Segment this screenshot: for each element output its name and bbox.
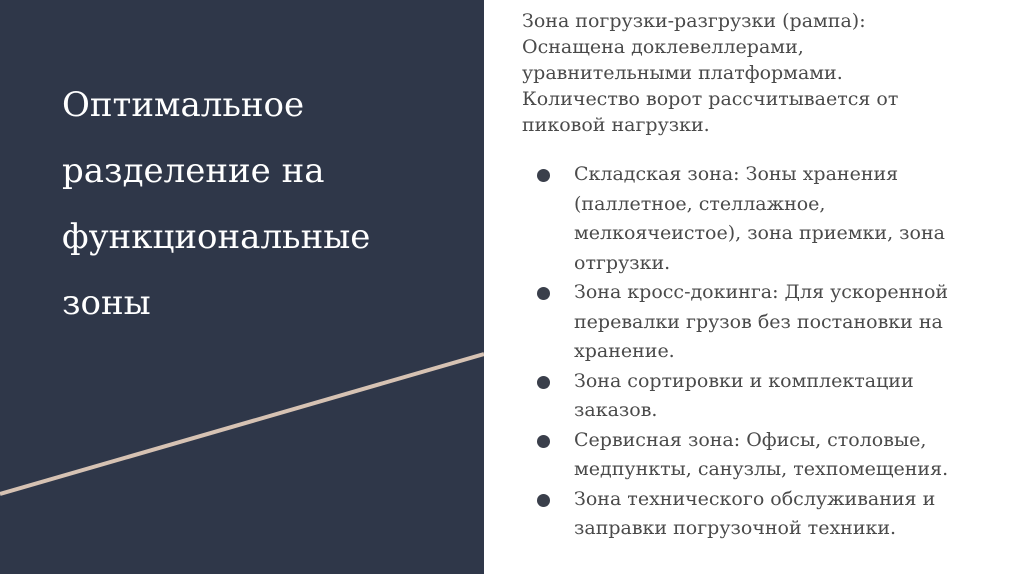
content-area bbox=[522, 8, 1002, 544]
item-line: Сервисная зона: Офисы, столовые, bbox=[574, 428, 927, 451]
title-line: функциональные bbox=[62, 217, 371, 257]
slide-title bbox=[62, 72, 462, 336]
list-item-text bbox=[574, 367, 1002, 426]
title-line: зоны bbox=[62, 283, 151, 323]
item-line: Зона технического обслуживания и bbox=[574, 487, 936, 510]
list-item-text bbox=[574, 485, 1002, 544]
item-line: заказов. bbox=[574, 399, 658, 421]
item-line: медпункты, санузлы, техпомещения. bbox=[574, 458, 949, 480]
bullet-icon bbox=[537, 494, 550, 507]
bullet-icon bbox=[537, 376, 550, 389]
title-line: Оптимальное bbox=[62, 85, 305, 125]
item-line: Зона кросс-докинга: Для ускоренной bbox=[574, 281, 949, 303]
item-line: перевалки грузов без постановки на bbox=[574, 310, 943, 333]
list-item bbox=[522, 160, 1002, 278]
list-item-text bbox=[574, 160, 1002, 278]
list-item-text bbox=[574, 426, 1002, 485]
item-line: отгрузки. bbox=[574, 251, 671, 274]
intro-line: пиковой нагрузки. bbox=[522, 114, 710, 136]
intro-line: Количество ворот рассчитывается от bbox=[522, 88, 899, 110]
left-panel bbox=[0, 0, 484, 574]
intro-line: уравнительными платформами. bbox=[522, 62, 843, 84]
item-line: заправки погрузочной техники. bbox=[574, 517, 897, 539]
title-line: разделение на bbox=[62, 151, 325, 191]
item-line: Складская зона: Зоны хранения bbox=[574, 163, 899, 185]
list-item bbox=[522, 485, 1002, 544]
list-item bbox=[522, 426, 1002, 485]
intro-line: Зона погрузки-разгрузки (рампа): bbox=[522, 10, 866, 32]
list-item bbox=[522, 278, 1002, 367]
item-line: хранение. bbox=[574, 340, 675, 362]
zone-list bbox=[522, 160, 1002, 544]
intro-line: Оснащена доклевеллерами, bbox=[522, 36, 804, 58]
list-item-text bbox=[574, 278, 1002, 367]
item-line: мелкоячеистое), зона приемки, зона bbox=[574, 222, 945, 244]
bullet-icon bbox=[537, 169, 550, 182]
intro-paragraph bbox=[522, 8, 1002, 138]
item-line: Зона сортировки и комплектации bbox=[574, 369, 914, 392]
item-line: (паллетное, стеллажное, bbox=[574, 192, 826, 215]
list-item bbox=[522, 367, 1002, 426]
bullet-icon bbox=[537, 435, 550, 448]
bullet-icon bbox=[537, 287, 550, 300]
